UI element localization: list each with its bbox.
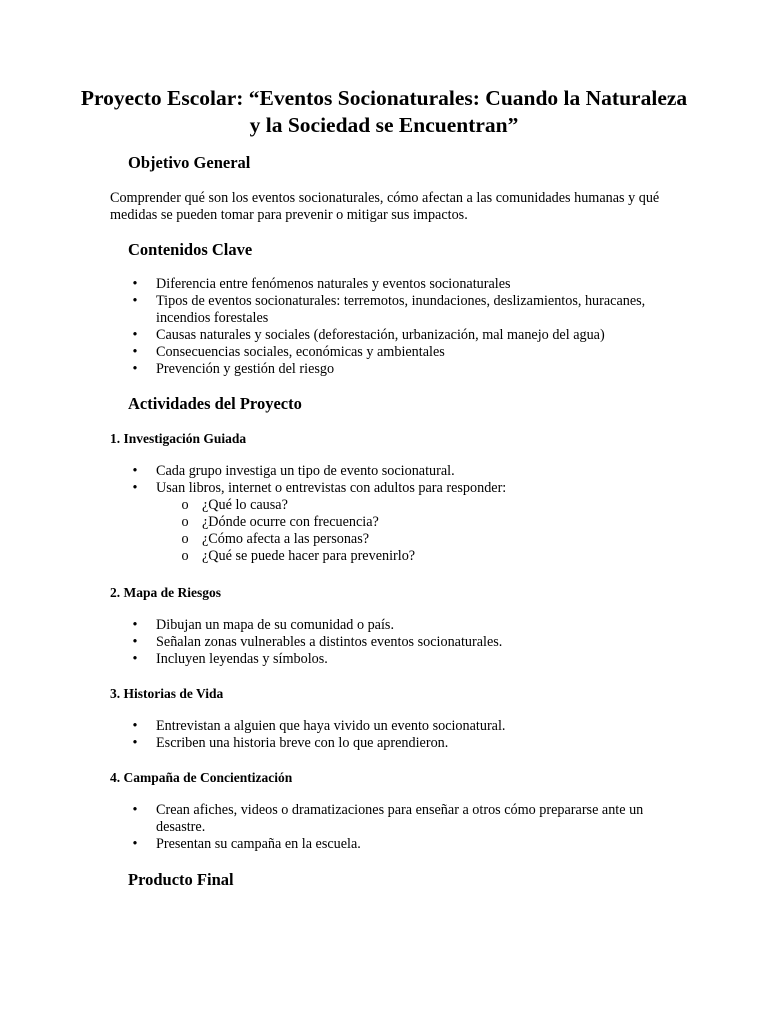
- bullet-icon: •: [132, 361, 138, 377]
- sublist-item-text: ¿Dónde ocurre con frecuencia?: [202, 514, 379, 530]
- bullet-icon: •: [132, 293, 138, 309]
- contenidos-heading: Contenidos Clave: [128, 240, 253, 259]
- list-item-text: Incluyen leyendas y símbolos.: [156, 651, 328, 667]
- circle-bullet-icon: o: [181, 514, 189, 530]
- list-item-text: Escriben una historia breve con lo que aprendieron.: [156, 735, 449, 751]
- list-item: [110, 480, 670, 565]
- investigacion-sublist: [156, 497, 670, 565]
- circle-bullet-icon: o: [181, 531, 189, 547]
- bullet-icon: •: [132, 480, 138, 496]
- list-item-text: Usan libros, internet o entrevistas con adultos para responder:: [156, 480, 507, 496]
- bullet-icon: •: [132, 735, 138, 751]
- list-item-text: Prevención y gestión del riesgo: [156, 361, 335, 377]
- bullet-icon: •: [132, 344, 138, 360]
- objetivo-heading: Objetivo General: [128, 153, 251, 172]
- list-item: [110, 802, 650, 836]
- historias-list: [110, 718, 670, 752]
- bullet-icon: •: [132, 617, 138, 633]
- list-item: [110, 617, 670, 634]
- contenidos-list: [110, 276, 670, 378]
- sublist-item: [156, 531, 670, 548]
- list-item: [110, 276, 670, 293]
- list-item: [110, 327, 670, 344]
- list-item: [110, 651, 670, 668]
- list-item-text: Consecuencias sociales, económicas y ambientales: [156, 344, 445, 360]
- list-item-text: Señalan zonas vulnerables a distintos eventos socionaturales.: [156, 634, 503, 650]
- list-item: [110, 718, 670, 735]
- actividades-heading: Actividades del Proyecto: [128, 394, 302, 413]
- document-title: Proyecto Escolar: “Eventos Socionaturales: Cuando la Naturaleza y la Sociedad se Encuentran”: [80, 86, 688, 137]
- list-item-text: Dibujan un mapa de su comunidad o país.: [156, 617, 394, 633]
- bullet-icon: •: [132, 463, 138, 479]
- section-title-mapa: 2. Mapa de Riesgos: [110, 585, 221, 600]
- list-item-text: Cada grupo investiga un tipo de evento socionatural.: [156, 463, 455, 479]
- list-item-text: Diferencia entre fenómenos naturales y eventos socionaturales: [156, 276, 511, 292]
- bullet-icon: •: [132, 718, 138, 734]
- list-item: [110, 361, 670, 378]
- investigacion-list: [110, 463, 670, 565]
- sublist-item-text: ¿Qué se puede hacer para prevenirlo?: [202, 548, 416, 564]
- list-item: [110, 344, 670, 361]
- sublist-item: [156, 548, 670, 565]
- bullet-icon: •: [132, 634, 138, 650]
- producto-heading: Producto Final: [128, 870, 234, 889]
- section-title-investigacion: 1. Investigación Guiada: [110, 431, 247, 446]
- sublist-item-text: ¿Cómo afecta a las personas?: [202, 531, 370, 547]
- campana-list: [110, 802, 650, 853]
- list-item: [110, 836, 650, 853]
- list-item-text: Entrevistan a alguien que haya vivido un evento socionatural.: [156, 718, 506, 734]
- mapa-list: [110, 617, 670, 668]
- circle-bullet-icon: o: [181, 548, 189, 564]
- bullet-icon: •: [132, 836, 138, 852]
- bullet-icon: •: [132, 276, 138, 292]
- section-title-campana: 4. Campaña de Concientización: [110, 770, 293, 785]
- list-item: [110, 735, 670, 752]
- sublist-item: [156, 497, 670, 514]
- list-item: [110, 293, 670, 327]
- section-title-historias: 3. Historias de Vida: [110, 686, 224, 701]
- list-item-text: Presentan su campaña en la escuela.: [156, 836, 361, 852]
- list-item: [110, 463, 670, 480]
- bullet-icon: •: [132, 651, 138, 667]
- list-item-text: Causas naturales y sociales (deforestación, urbanización, mal manejo del agua): [156, 327, 605, 343]
- circle-bullet-icon: o: [181, 497, 189, 513]
- list-item: [110, 634, 670, 651]
- bullet-icon: •: [132, 802, 138, 818]
- sublist-item-text: ¿Qué lo causa?: [202, 497, 288, 513]
- sublist-item: [156, 514, 670, 531]
- list-item-text: Tipos de eventos socionaturales: terremotos, inundaciones, deslizamientos, huracanes, incendios forestales: [156, 293, 646, 326]
- list-item-text: Crean afiches, videos o dramatizaciones para enseñar a otros cómo prepararse ante un desastre.: [156, 802, 644, 835]
- bullet-icon: •: [132, 327, 138, 343]
- objetivo-text: Comprender qué son los eventos socionaturales, cómo afectan a las comunidades humanas y qué medidas se pueden tomar para prevenir o mitigar sus impactos.: [110, 190, 660, 223]
